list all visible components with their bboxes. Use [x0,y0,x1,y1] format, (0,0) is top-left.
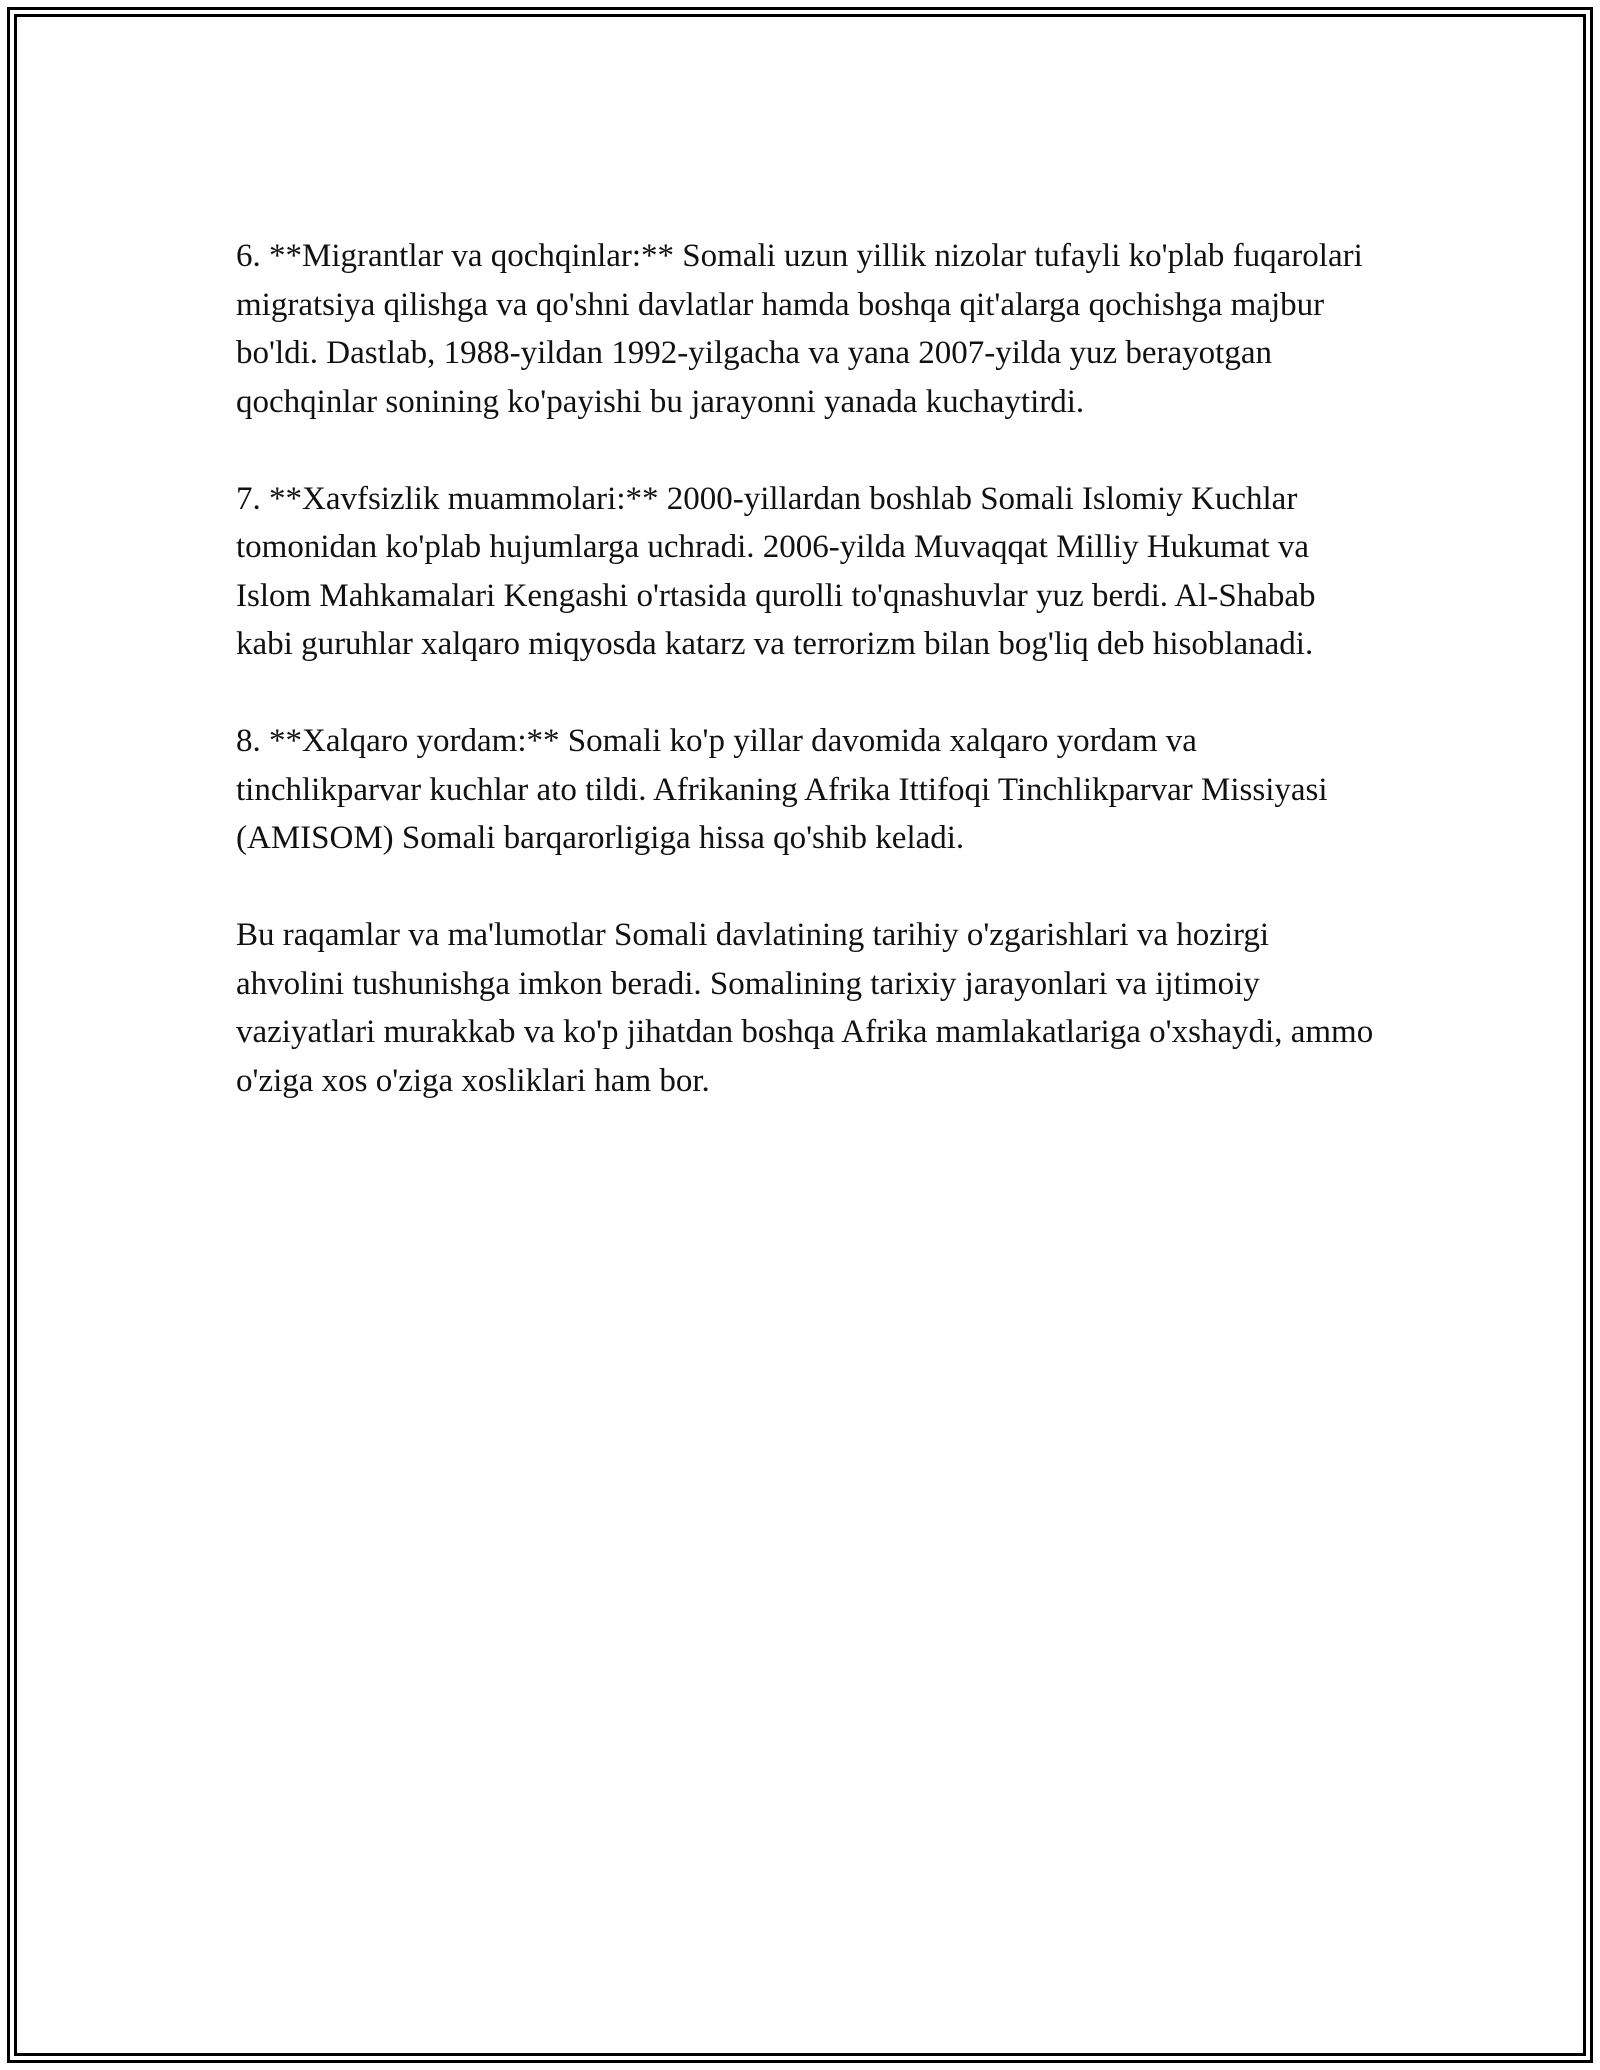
paragraph-conclusion: Bu raqamlar va ma'lumotlar Somali davlatining tarihiy o'zgarishlari va hozirgi ahvolini tushunishga imkon beradi. Somalining tarixiy jarayonlari va ijtimoiy vaziyatlari murakkab va ko'p jihatdan boshqa Afrika mamlakatlariga o'xshaydi, ammo o'ziga xos o'ziga xosliklari ham bor. [236,917,1374,1099]
paragraph-security: 7. **Xavfsizlik muammolari:** 2000-yillardan boshlab Somali Islomiy Kuchlar tomonidan ko'plab hujumlarga uchradi. 2006-yilda Muvaqqat Milliy Hukumat va Islom Mahkamalari Kengashi o'rtasida qurolli to'qnashuvlar yuz berdi. Al-Shabab kabi guruhlar xalqaro miqyosda katarz va terrorizm bilan bog'liq deb hisoblanadi. [236,480,1316,662]
paragraph-migrants: 6. **Migrantlar va qochqinlar:** Somali uzun yillik nizolar tufayli ko'plab fuqarolari migratsiya qilishga va qo'shni davlatlar hamda boshqa qit'alarga qochishga majbur bo'ldi. Dastlab, 1988-yildan 1992-yilgacha va yana 2007-yilda yuz berayotgan qochqinlar sonining ko'payishi bu jarayonni yanada kuchaytirdi. [236,238,1363,420]
document-body [236,232,1376,1154]
paragraph-international-aid: 8. **Xalqaro yordam:** Somali ko'p yillar davomida xalqaro yordam va tinchlikparvar kuchlar ato tildi. Afrikaning Afrika Ittifoqi Tinchlikparvar Missiyasi (AMISOM) Somali barqarorligiga hissa qo'shib keladi. [236,723,1328,856]
